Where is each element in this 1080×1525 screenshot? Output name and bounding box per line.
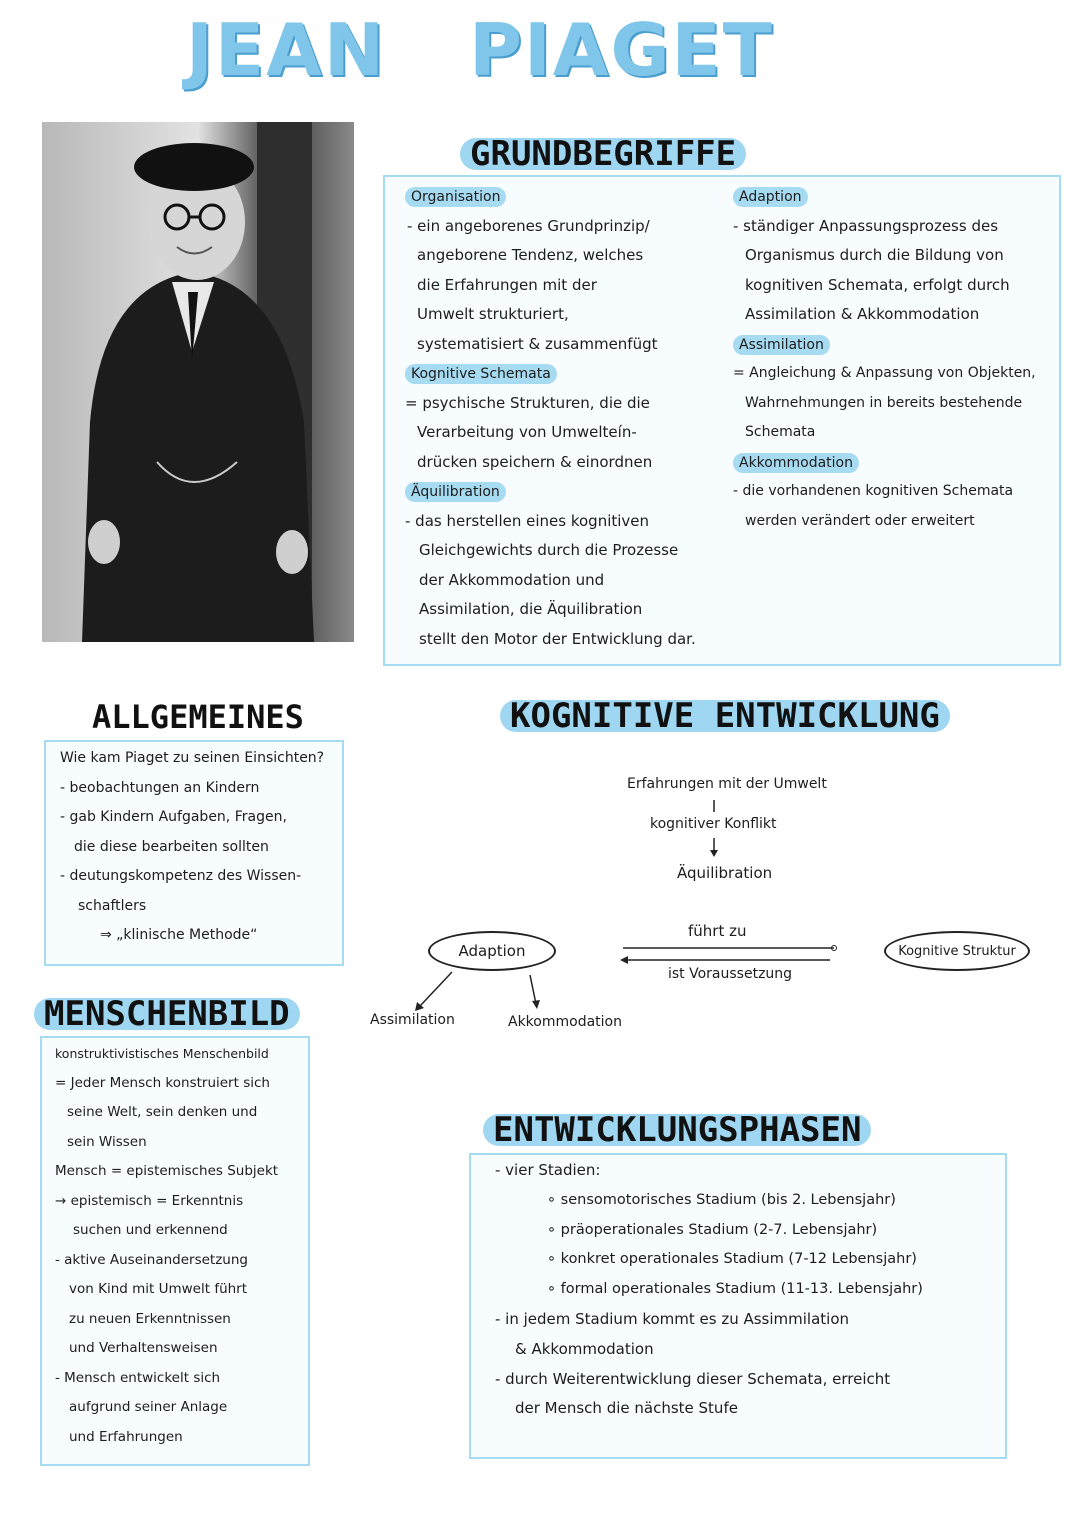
adaption-node: Adaption [428,931,556,971]
kognitive-heading: KOGNITIVE ENTWICKLUNG [510,696,940,736]
phasen-text: - vier Stadien: ∘ sensomotorisches Stadium (bis 2. Lebensjahr) ∘ präoperationales Stadium (2-7. Lebensjahr) ∘ konkret operationales Stadium (7-12 Lebensjahr) ∘ formal operationales Stadium (11-13. Lebensjahr) - in jedem Stadium kommt es zu Assimmilation & Akkommodation - durch Weiterentwicklung dieser Schemata, erreicht der Mensch die nächste Stufe [495,1161,923,1418]
allgemeines-heading: ALLGEMEINES [92,698,304,736]
schemata-text: = psychische Strukturen, die die Verarbeitung von Umwelteín- drücken speichern & einordnen [405,393,653,471]
akkommodation-node: Akkommodation [508,1014,622,1030]
page-title [0,8,960,92]
akkommodation-text: - die vorhandenen kognitiven Schemata werden verändert oder erweitert [733,483,1014,529]
assimilation-label: Assimilation [733,335,830,355]
fuehrt-zu-label: führt zu [688,922,747,940]
adaption-label: Adaption [733,187,808,207]
schemata-label: Kognitive Schemata [405,364,557,384]
organisation-text: - ein angeborenes Grundprinzip/ angeborene Tendenz, welches die Erfahrungen mit der Umwelt strukturiert, systematisiert & zusammenfügt [407,216,658,353]
phasen-heading: ENTWICKLUNGSPHASEN [493,1110,861,1150]
title-first: JEAN [186,8,387,92]
konflikt-node: kognitiver Konflikt [650,816,777,832]
struktur-node: Kognitive Struktur [884,931,1030,971]
grundbegriffe-right-column [733,182,1053,536]
menschenbild-text: konstruktivistisches Menschenbild = Jeder Mensch konstruiert sich seine Welt, sein denken und sein Wissen Mensch = epistemisches Subjekt → epistemisch = Erkenntnis suchen und erkennend - aktive Auseinandersetzung von Kind mit Umwelt führt zu neuen Erkenntnissen und Verhaltensweisen - Mensch entwickelt sich aufgrund seiner Anlage und Erfahrungen [55,1046,279,1445]
organisation-label: Organisation [405,187,506,207]
title-last: PIAGET [469,8,774,92]
aequilibration-label: Äquilibration [405,482,506,502]
aequilibration-node: Äquilibration [677,864,773,882]
menschenbild-heading: MENSCHENBILD [44,994,290,1034]
allgemeines-text: Wie kam Piaget zu seinen Einsichten? - beobachtungen an Kindern - gab Kindern Aufgaben, Fragen, die diese bearbeiten sollten - deutungskompetenz des Wissen- schaftlers ⇒ „klinische Methode“ [60,750,325,943]
portrait-illustration [42,122,354,642]
adaption-text: - ständiger Anpassungsprozess des Organismus durch die Bildung von kognitiven Schemata, erfolgt durch Assimilation & Akkommodation [733,216,1010,323]
voraussetzung-label: ist Voraussetzung [668,966,793,982]
erfahrungen-node: Erfahrungen mit der Umwelt [627,776,827,792]
assimilation-text: = Angleichung & Anpassung von Objekten, Wahrnehmungen in bereits bestehende Schemata [733,365,1036,440]
grundbegriffe-heading: GRUNDBEGRIFFE [470,134,736,174]
grundbegriffe-left-column [405,182,725,654]
assimilation-node: Assimilation [370,1012,455,1028]
akkommodation-label: Akkommodation [733,453,859,473]
aequilibration-text: - das herstellen eines kognitiven Gleichgewichts durch die Prozesse der Akkommodation und Assimilation, die Äquilibration stellt den Motor der Entwicklung dar. [405,511,696,648]
portrait-photo [42,122,354,642]
